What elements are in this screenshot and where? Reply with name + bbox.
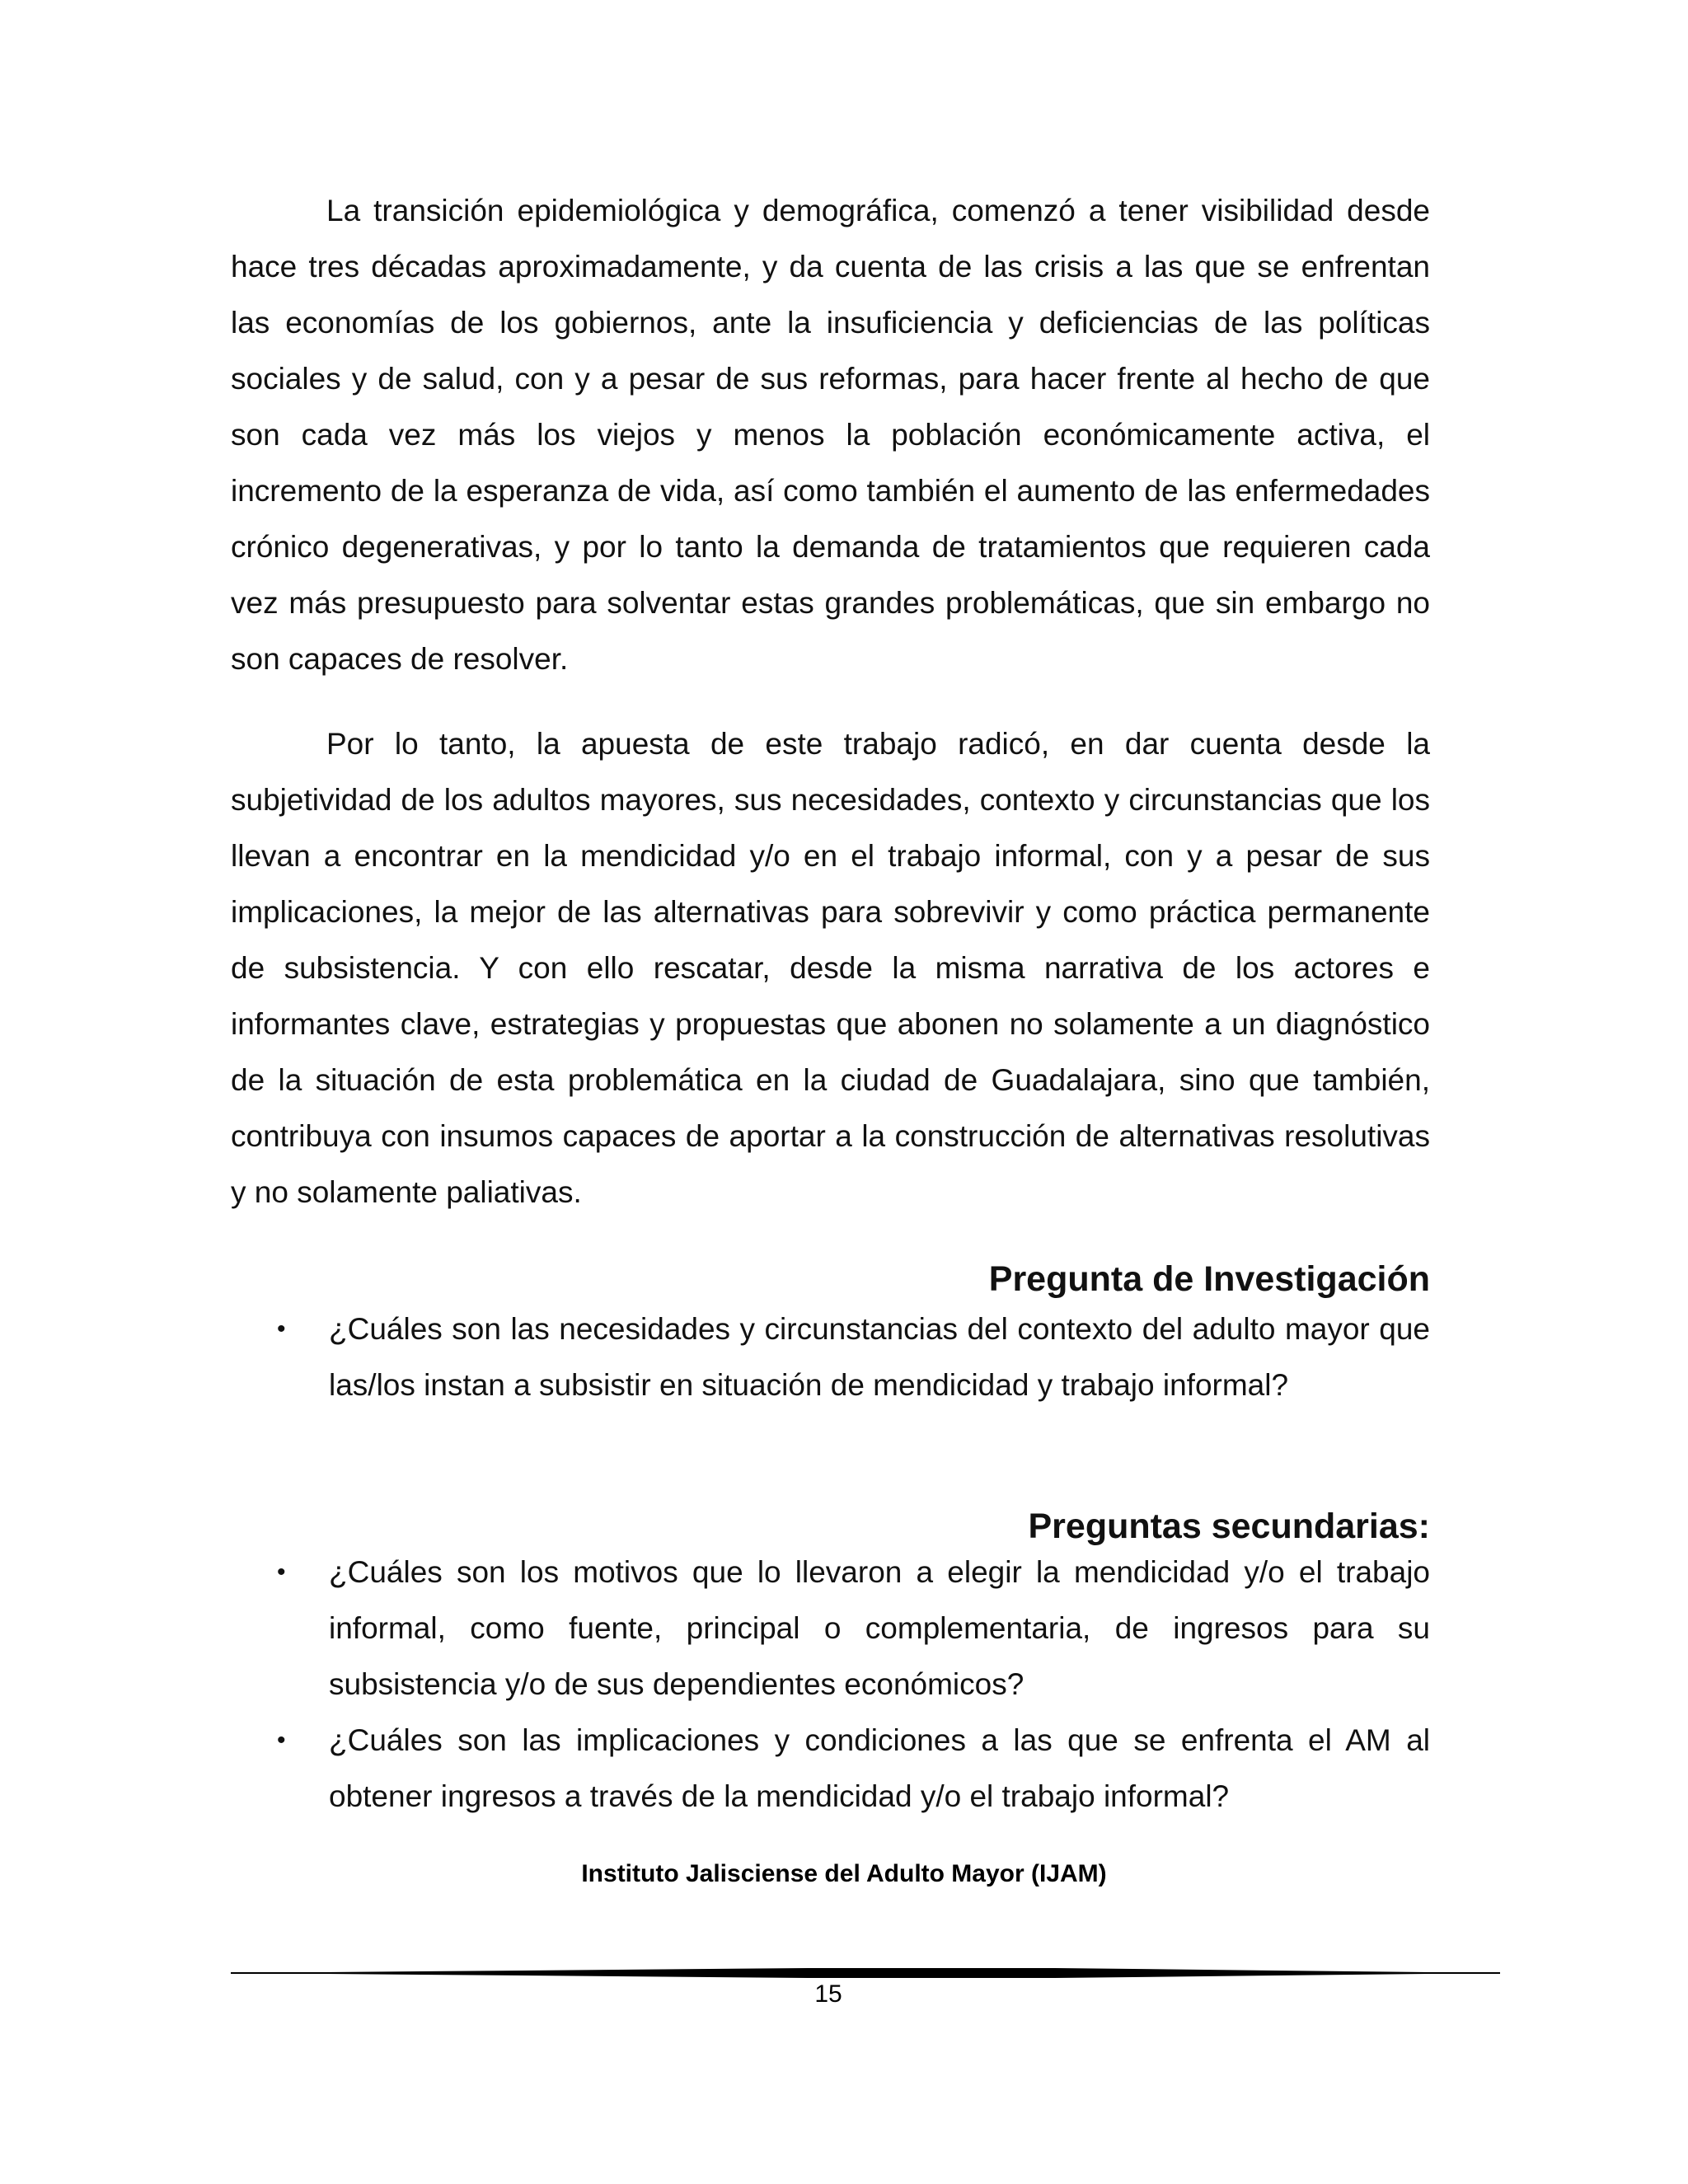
bullet-icon: •: [277, 1558, 286, 1586]
list-item: [231, 1301, 1430, 1413]
bullet-icon: •: [277, 1315, 286, 1343]
question-text: ¿Cuáles son las implicaciones y condiciones a las que se enfrenta el AM al obtener ingresos a través de la mendicidad y/o el trabajo informal?: [329, 1723, 1430, 1813]
paragraph-text: La transición epidemiológica y demográfica, comenzó a tener visibilidad desde hace tres décadas aproximadamente, y da cuenta de las crisis a las que se enfrentan las economías de los gobiernos, ante la insuficiencia y deficiencias de las políticas sociales y de salud, con y a pesar de sus reformas, para hacer frente al hecho de que son cada vez más los viejos y menos la población económicamente activa, el incremento de la esperanza de vida, así como también el aumento de las enfermedades crónico degenerativas, y por lo tanto la demanda de tratamientos que requieren cada vez más presupuesto para solventar estas grandes problemáticas, que sin embargo no son capaces de resolver.: [231, 194, 1430, 676]
bullet-icon: •: [277, 1727, 286, 1754]
question-text: ¿Cuáles son las necesidades y circunstancias del contexto del adulto mayor que las/los instan a subsistir en situación de mendicidad y trabajo informal?: [329, 1312, 1430, 1402]
list-item: [231, 1544, 1430, 1713]
paragraph-text: Por lo tanto, la apuesta de este trabajo radicó, en dar cuenta desde la subjetividad de los adultos mayores, sus necesidades, contexto y circunstancias que los llevan a encontrar en la mendicidad y/o en el trabajo informal, con y a pesar de sus implicaciones, la mejor de las alternativas para sobrevivir y como práctica permanente de subsistencia. Y con ello rescatar, desde la misma narrativa de los actores e informantes clave, estrategias y propuestas que abonen no solamente a un diagnóstico de la situación de esta problemática en la ciudad de Guadalajara, sino que también, contribuya con insumos capaces de aportar a la construcción de alternativas resolutivas y no solamente paliativas.: [231, 727, 1430, 1209]
research-question-list: [231, 1301, 1430, 1413]
list-item: [231, 1713, 1430, 1825]
footer-divider: [231, 1965, 1500, 1981]
page-number: 15: [814, 1980, 842, 2008]
question-text: ¿Cuáles son los motivos que lo llevaron a elegir la mendicidad y/o el trabajo informal, como fuente, principal o complementaria, de ingresos para su subsistencia y/o de sus dependientes económicos?: [329, 1555, 1430, 1701]
secondary-questions-heading: Preguntas secundarias:: [1028, 1507, 1430, 1546]
secondary-questions-list: [231, 1544, 1430, 1825]
footer-institution: Instituto Jalisciense del Adulto Mayor (IJAM): [581, 1860, 1107, 1887]
research-question-heading: Pregunta de Investigación: [988, 1259, 1430, 1299]
body-paragraph-2: [231, 716, 1430, 1221]
body-paragraph-1: [231, 183, 1430, 687]
